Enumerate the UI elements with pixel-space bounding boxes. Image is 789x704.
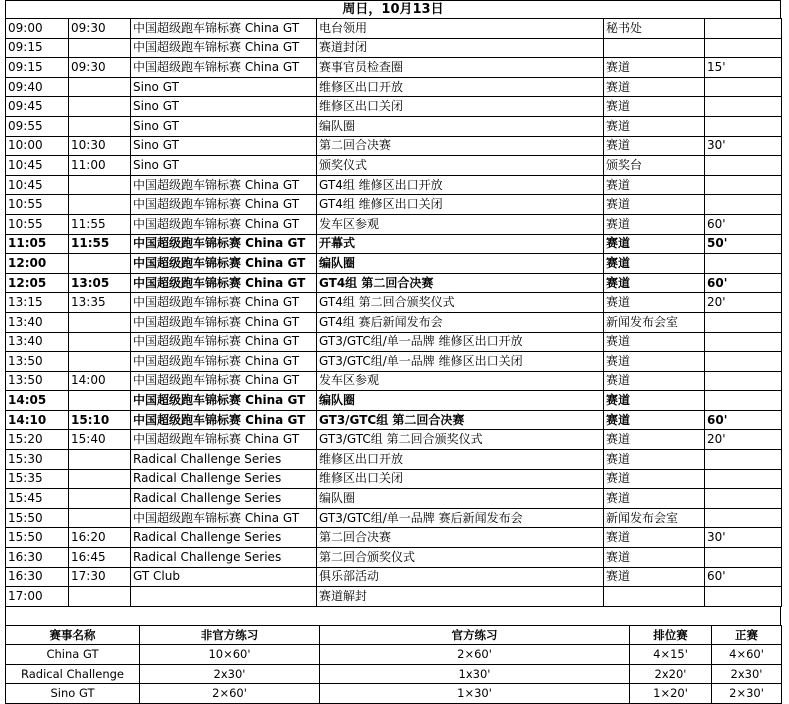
series-cell: GT Club	[131, 567, 317, 587]
duration-cell: 30'	[705, 528, 782, 548]
start-time-cell: 13:50	[6, 352, 69, 372]
end-time-cell: 10:30	[69, 136, 131, 156]
end-time-cell: 16:20	[69, 528, 131, 548]
start-time-cell: 14:05	[6, 391, 69, 411]
end-time-cell: 13:35	[69, 293, 131, 313]
duration-cell	[705, 489, 782, 509]
duration-cell	[705, 450, 782, 470]
summary-cell: 2×60'	[320, 645, 630, 665]
duration-cell	[705, 195, 782, 215]
schedule-row	[6, 567, 782, 587]
location-cell: 赛道	[604, 450, 705, 470]
end-time-cell: 13:05	[69, 273, 131, 293]
start-time-cell: 09:15	[6, 58, 69, 78]
start-time-cell: 14:10	[6, 410, 69, 430]
schedule-page	[5, 0, 781, 704]
activity-cell: 发车区参观	[317, 214, 604, 234]
series-cell: Radical Challenge Series	[131, 469, 317, 489]
series-cell: 中国超级跑车锦标赛 China GT	[131, 410, 317, 430]
location-cell: 颁奖台	[604, 156, 705, 176]
activity-cell: GT3/GTC组 第二回合决赛	[317, 410, 604, 430]
duration-cell	[705, 175, 782, 195]
series-cell: 中国超级跑车锦标赛 China GT	[131, 312, 317, 332]
header-series: 赛事名称	[6, 625, 140, 645]
activity-cell: 赛事官员检查圈	[317, 58, 604, 78]
end-time-cell	[69, 587, 131, 607]
schedule-row	[6, 293, 782, 313]
activity-cell: 第二回合决赛	[317, 528, 604, 548]
end-time-cell	[69, 489, 131, 509]
schedule-row	[6, 97, 782, 117]
start-time-cell: 09:00	[6, 19, 69, 39]
duration-cell	[705, 391, 782, 411]
activity-cell: GT4组 第二回合决赛	[317, 273, 604, 293]
summary-cell: 2x30'	[140, 664, 320, 684]
schedule-row	[6, 58, 782, 78]
end-time-cell: 14:00	[69, 371, 131, 391]
summary-table	[5, 625, 782, 704]
duration-cell: 20'	[705, 430, 782, 450]
schedule-row	[6, 38, 782, 58]
header-official-practice: 官方练习	[320, 625, 630, 645]
duration-cell: 60'	[705, 410, 782, 430]
duration-cell	[705, 508, 782, 528]
end-time-cell	[69, 450, 131, 470]
schedule-row	[6, 332, 782, 352]
summary-cell: 4×15'	[630, 645, 712, 665]
series-cell: 中国超级跑车锦标赛 China GT	[131, 234, 317, 254]
end-time-cell	[69, 195, 131, 215]
duration-cell: 60'	[705, 214, 782, 234]
end-time-cell: 15:10	[69, 410, 131, 430]
series-cell: Sino GT	[131, 77, 317, 97]
end-time-cell: 16:45	[69, 548, 131, 568]
schedule-row	[6, 19, 782, 39]
location-cell: 赛道	[604, 234, 705, 254]
activity-cell: GT4组 赛后新闻发布会	[317, 312, 604, 332]
series-cell: Sino GT	[131, 97, 317, 117]
schedule-row	[6, 391, 782, 411]
activity-cell: GT3/GTC组 第二回合颁奖仪式	[317, 430, 604, 450]
summary-cell: 10×60'	[140, 645, 320, 665]
location-cell: 赛道	[604, 254, 705, 274]
summary-cell: 1x30'	[320, 664, 630, 684]
schedule-row	[6, 508, 782, 528]
location-cell: 赛道	[604, 567, 705, 587]
location-cell: 赛道	[604, 371, 705, 391]
series-cell: Radical Challenge Series	[131, 489, 317, 509]
activity-cell: GT4组 维修区出口开放	[317, 175, 604, 195]
header-race: 正赛	[712, 625, 782, 645]
start-time-cell: 09:15	[6, 38, 69, 58]
location-cell	[604, 38, 705, 58]
end-time-cell	[69, 254, 131, 274]
duration-cell	[705, 352, 782, 372]
summary-row	[6, 664, 782, 684]
duration-cell: 20'	[705, 293, 782, 313]
activity-cell: 发车区参观	[317, 371, 604, 391]
duration-cell: 50'	[705, 234, 782, 254]
summary-header-row	[6, 625, 782, 645]
series-cell: Radical Challenge Series	[131, 548, 317, 568]
schedule-row	[6, 528, 782, 548]
location-cell: 赛道	[604, 293, 705, 313]
schedule-row	[6, 469, 782, 489]
activity-cell: 维修区出口关闭	[317, 97, 604, 117]
series-cell: 中国超级跑车锦标赛 China GT	[131, 38, 317, 58]
series-cell: 中国超级跑车锦标赛 China GT	[131, 293, 317, 313]
end-time-cell	[69, 175, 131, 195]
end-time-cell	[69, 332, 131, 352]
series-cell: 中国超级跑车锦标赛 China GT	[131, 371, 317, 391]
activity-cell: GT3/GTC组/单一品牌 赛后新闻发布会	[317, 508, 604, 528]
end-time-cell: 09:30	[69, 19, 131, 39]
location-cell: 赛道	[604, 214, 705, 234]
activity-cell: 赛道封闭	[317, 38, 604, 58]
end-time-cell	[69, 469, 131, 489]
schedule-row	[6, 254, 782, 274]
activity-cell: 开幕式	[317, 234, 604, 254]
start-time-cell: 12:00	[6, 254, 69, 274]
duration-cell: 30'	[705, 136, 782, 156]
start-time-cell: 15:50	[6, 528, 69, 548]
location-cell: 新闻发布会室	[604, 312, 705, 332]
series-cell: 中国超级跑车锦标赛 China GT	[131, 391, 317, 411]
end-time-cell: 15:40	[69, 430, 131, 450]
series-cell: 中国超级跑车锦标赛 China GT	[131, 58, 317, 78]
activity-cell: 维修区出口关闭	[317, 469, 604, 489]
end-time-cell: 11:55	[69, 214, 131, 234]
location-cell: 新闻发布会室	[604, 508, 705, 528]
location-cell: 秘书处	[604, 19, 705, 39]
schedule-body	[6, 19, 782, 607]
duration-cell	[705, 116, 782, 136]
end-time-cell	[69, 391, 131, 411]
duration-cell	[705, 19, 782, 39]
location-cell: 赛道	[604, 97, 705, 117]
start-time-cell: 11:05	[6, 234, 69, 254]
start-time-cell: 10:55	[6, 195, 69, 215]
summary-cell: Radical Challenge	[6, 664, 140, 684]
activity-cell: 维修区出口开放	[317, 450, 604, 470]
schedule-row	[6, 175, 782, 195]
summary-cell: 2x30'	[712, 664, 782, 684]
activity-cell: GT3/GTC组/单一品牌 维修区出口开放	[317, 332, 604, 352]
duration-cell	[705, 312, 782, 332]
schedule-row	[6, 156, 782, 176]
summary-row	[6, 684, 782, 704]
end-time-cell	[69, 508, 131, 528]
schedule-row	[6, 352, 782, 372]
end-time-cell: 17:30	[69, 567, 131, 587]
series-cell: Sino GT	[131, 136, 317, 156]
start-time-cell: 10:45	[6, 156, 69, 176]
location-cell: 赛道	[604, 391, 705, 411]
schedule-row	[6, 371, 782, 391]
location-cell	[604, 587, 705, 607]
location-cell: 赛道	[604, 195, 705, 215]
series-cell: Sino GT	[131, 116, 317, 136]
schedule-row	[6, 587, 782, 607]
start-time-cell: 09:55	[6, 116, 69, 136]
summary-cell: 2×60'	[140, 684, 320, 704]
series-cell: 中国超级跑车锦标赛 China GT	[131, 273, 317, 293]
table-spacer	[5, 607, 781, 625]
end-time-cell	[69, 352, 131, 372]
start-time-cell: 12:05	[6, 273, 69, 293]
start-time-cell: 15:20	[6, 430, 69, 450]
duration-cell	[705, 97, 782, 117]
activity-cell: 编队圈	[317, 254, 604, 274]
summary-cell: Sino GT	[6, 684, 140, 704]
duration-cell	[705, 77, 782, 97]
start-time-cell: 17:00	[6, 587, 69, 607]
series-cell: Radical Challenge Series	[131, 528, 317, 548]
location-cell: 赛道	[604, 136, 705, 156]
duration-cell	[705, 38, 782, 58]
schedule-row	[6, 312, 782, 332]
duration-cell	[705, 332, 782, 352]
end-time-cell: 11:00	[69, 156, 131, 176]
schedule-row	[6, 430, 782, 450]
summary-cell: 2×30'	[712, 684, 782, 704]
schedule-row	[6, 273, 782, 293]
start-time-cell: 13:15	[6, 293, 69, 313]
location-cell: 赛道	[604, 410, 705, 430]
location-cell: 赛道	[604, 273, 705, 293]
activity-cell: 第二回合颁奖仪式	[317, 548, 604, 568]
activity-cell: 编队圈	[317, 116, 604, 136]
start-time-cell: 09:40	[6, 77, 69, 97]
activity-cell: 电台领用	[317, 19, 604, 39]
duration-cell: 15'	[705, 58, 782, 78]
activity-cell: 俱乐部活动	[317, 567, 604, 587]
start-time-cell: 13:50	[6, 371, 69, 391]
series-cell: Sino GT	[131, 156, 317, 176]
duration-cell	[705, 371, 782, 391]
location-cell: 赛道	[604, 116, 705, 136]
start-time-cell: 10:45	[6, 175, 69, 195]
end-time-cell	[69, 38, 131, 58]
series-cell: 中国超级跑车锦标赛 China GT	[131, 508, 317, 528]
start-time-cell: 10:55	[6, 214, 69, 234]
summary-cell: 2x20'	[630, 664, 712, 684]
start-time-cell: 16:30	[6, 548, 69, 568]
start-time-cell: 13:40	[6, 332, 69, 352]
activity-cell: 维修区出口开放	[317, 77, 604, 97]
schedule-row	[6, 136, 782, 156]
schedule-row	[6, 195, 782, 215]
start-time-cell: 15:50	[6, 508, 69, 528]
location-cell: 赛道	[604, 58, 705, 78]
series-cell: 中国超级跑车锦标赛 China GT	[131, 254, 317, 274]
location-cell: 赛道	[604, 175, 705, 195]
activity-cell: GT4组 第二回合颁奖仪式	[317, 293, 604, 313]
location-cell: 赛道	[604, 430, 705, 450]
location-cell: 赛道	[604, 489, 705, 509]
series-cell: Radical Challenge Series	[131, 450, 317, 470]
start-time-cell: 15:35	[6, 469, 69, 489]
series-cell: 中国超级跑车锦标赛 China GT	[131, 332, 317, 352]
location-cell: 赛道	[604, 77, 705, 97]
end-time-cell	[69, 97, 131, 117]
end-time-cell	[69, 116, 131, 136]
schedule-row	[6, 410, 782, 430]
schedule-row	[6, 548, 782, 568]
end-time-cell: 11:55	[69, 234, 131, 254]
series-cell: 中国超级跑车锦标赛 China GT	[131, 19, 317, 39]
schedule-row	[6, 234, 782, 254]
location-cell: 赛道	[604, 548, 705, 568]
duration-cell	[705, 156, 782, 176]
activity-cell: GT3/GTC组/单一品牌 维修区出口关闭	[317, 352, 604, 372]
start-time-cell: 16:30	[6, 567, 69, 587]
series-cell: 中国超级跑车锦标赛 China GT	[131, 430, 317, 450]
activity-cell: 编队圈	[317, 489, 604, 509]
activity-cell: 编队圈	[317, 391, 604, 411]
end-time-cell	[69, 77, 131, 97]
series-cell: 中国超级跑车锦标赛 China GT	[131, 352, 317, 372]
duration-cell	[705, 469, 782, 489]
activity-cell: 第二回合决赛	[317, 136, 604, 156]
summary-cell: 1×20'	[630, 684, 712, 704]
series-cell: 中国超级跑车锦标赛 China GT	[131, 195, 317, 215]
location-cell: 赛道	[604, 332, 705, 352]
schedule-row	[6, 489, 782, 509]
schedule-table	[5, 18, 782, 607]
schedule-row	[6, 450, 782, 470]
schedule-row	[6, 214, 782, 234]
duration-cell: 60'	[705, 273, 782, 293]
duration-cell	[705, 254, 782, 274]
location-cell: 赛道	[604, 352, 705, 372]
start-time-cell: 15:45	[6, 489, 69, 509]
summary-cell: 1×30'	[320, 684, 630, 704]
series-cell: 中国超级跑车锦标赛 China GT	[131, 214, 317, 234]
schedule-row	[6, 77, 782, 97]
start-time-cell: 15:30	[6, 450, 69, 470]
location-cell: 赛道	[604, 469, 705, 489]
start-time-cell: 10:00	[6, 136, 69, 156]
start-time-cell: 13:40	[6, 312, 69, 332]
end-time-cell	[69, 312, 131, 332]
header-unofficial-practice: 非官方练习	[140, 625, 320, 645]
series-cell: 中国超级跑车锦标赛 China GT	[131, 175, 317, 195]
activity-cell: 赛道解封	[317, 587, 604, 607]
page-title: 周日，10月13日	[5, 0, 781, 18]
activity-cell: 颁奖仪式	[317, 156, 604, 176]
header-qualifying: 排位赛	[630, 625, 712, 645]
series-cell	[131, 587, 317, 607]
location-cell: 赛道	[604, 528, 705, 548]
schedule-row	[6, 116, 782, 136]
duration-cell	[705, 587, 782, 607]
start-time-cell: 09:45	[6, 97, 69, 117]
end-time-cell: 09:30	[69, 58, 131, 78]
summary-row	[6, 645, 782, 665]
duration-cell	[705, 548, 782, 568]
summary-cell: 4×60'	[712, 645, 782, 665]
activity-cell: GT4组 维修区出口关闭	[317, 195, 604, 215]
duration-cell: 60'	[705, 567, 782, 587]
summary-cell: China GT	[6, 645, 140, 665]
